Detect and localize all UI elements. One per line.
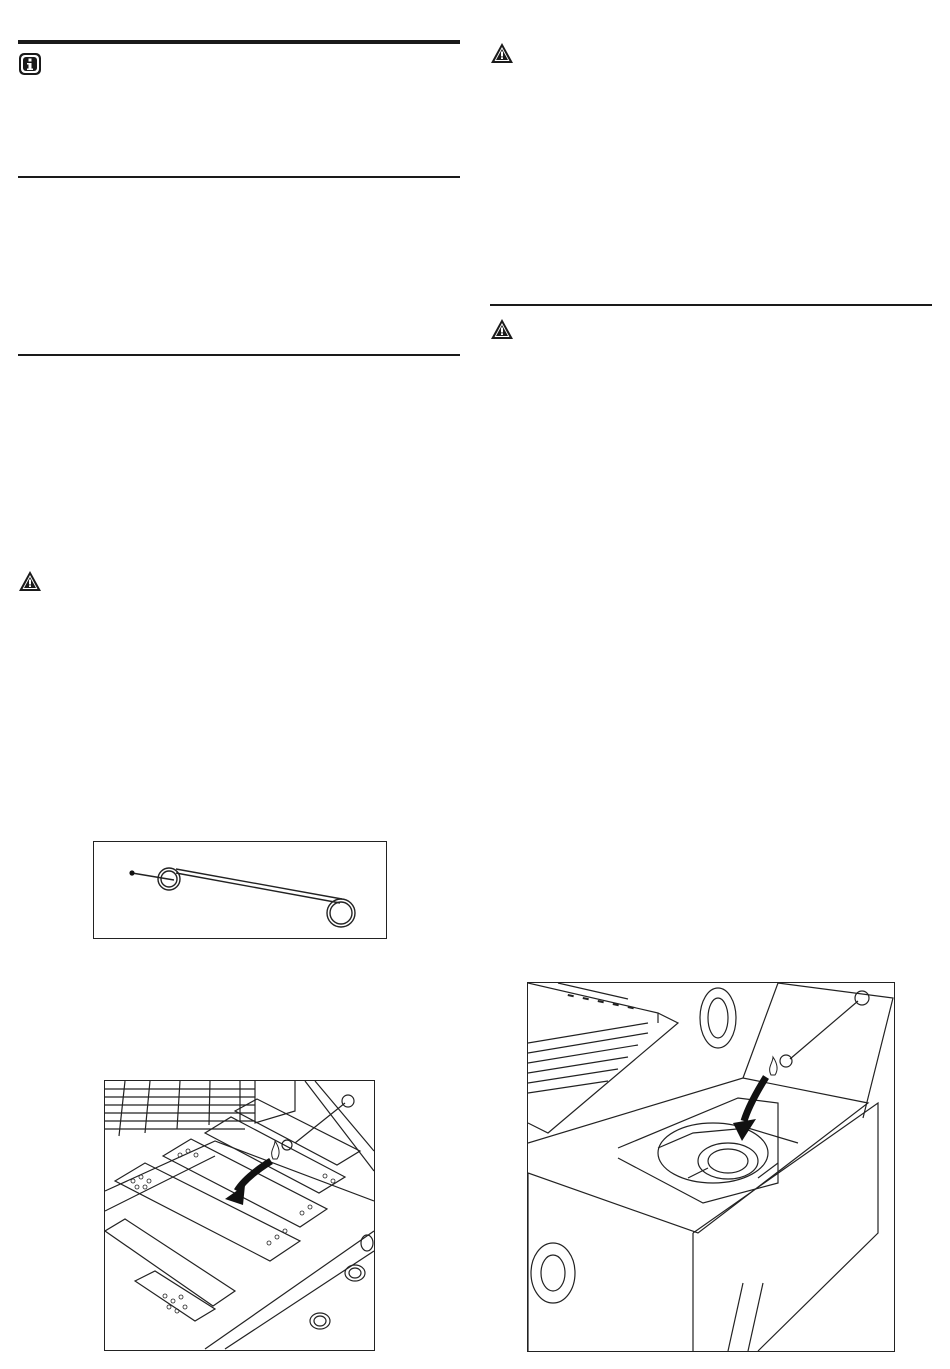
grill-flavorizer-bars-lighting-illustration (104, 1080, 375, 1351)
warning-triangle-icon (18, 570, 42, 592)
section-divider-2 (18, 354, 460, 356)
warning-triangle-icon (490, 42, 514, 64)
top-rule-left (18, 40, 460, 44)
section-divider-1 (18, 176, 460, 178)
warning-triangle-icon (490, 318, 514, 340)
match-holder-illustration (93, 841, 387, 939)
right-section-divider (490, 304, 932, 306)
side-burner-lighting-illustration (527, 982, 895, 1352)
info-icon (18, 52, 42, 76)
